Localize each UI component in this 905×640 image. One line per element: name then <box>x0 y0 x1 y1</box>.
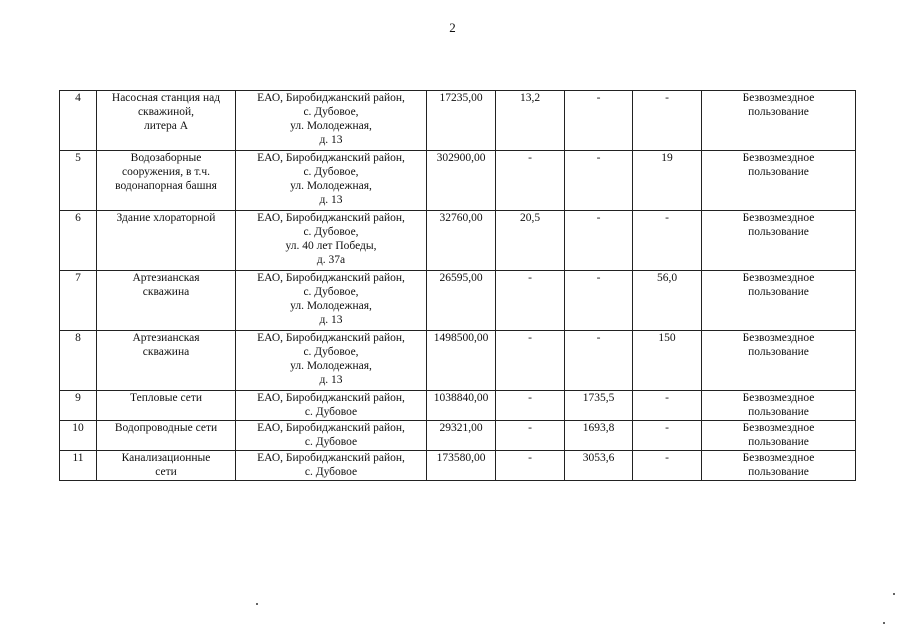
right-cell: Безвозмездное пользование <box>702 331 856 391</box>
right-cell: Безвозмездное пользование <box>702 151 856 211</box>
area-cell: - <box>496 331 565 391</box>
table-row <box>60 211 856 271</box>
depth-cell: 19 <box>633 151 702 211</box>
depth-cell: - <box>633 391 702 421</box>
address-cell: ЕАО, Биробиджанский район, с. Дубовое, ул. Молодежная, д. 13 <box>236 331 427 391</box>
object-name-cell: Артезианская скважина <box>97 271 236 331</box>
depth-cell: - <box>633 421 702 451</box>
right-cell: Безвозмездное пользование <box>702 211 856 271</box>
cost-cell: 26595,00 <box>427 271 496 331</box>
length-cell: - <box>565 91 633 151</box>
depth-cell: 150 <box>633 331 702 391</box>
scan-speck <box>893 593 895 595</box>
right-cell: Безвозмездное пользование <box>702 91 856 151</box>
area-cell: 13,2 <box>496 91 565 151</box>
row-number-cell: 10 <box>60 421 97 451</box>
depth-cell: - <box>633 211 702 271</box>
length-cell: - <box>565 211 633 271</box>
cost-cell: 173580,00 <box>427 451 496 481</box>
area-cell: - <box>496 391 565 421</box>
address-cell: ЕАО, Биробиджанский район, с. Дубовое, ул. Молодежная, д. 13 <box>236 151 427 211</box>
right-cell: Безвозмездное пользование <box>702 271 856 331</box>
length-cell: 3053,6 <box>565 451 633 481</box>
property-table <box>59 90 856 481</box>
length-cell: - <box>565 331 633 391</box>
table-row <box>60 391 856 421</box>
row-number-cell: 11 <box>60 451 97 481</box>
right-cell: Безвозмездное пользование <box>702 421 856 451</box>
address-cell: ЕАО, Биробиджанский район, с. Дубовое, ул. Молодежная, д. 13 <box>236 271 427 331</box>
scan-speck <box>883 622 885 624</box>
object-name-cell: Артезианская скважина <box>97 331 236 391</box>
table-row <box>60 91 856 151</box>
depth-cell: - <box>633 91 702 151</box>
address-cell: ЕАО, Биробиджанский район, с. Дубовое <box>236 391 427 421</box>
row-number-cell: 5 <box>60 151 97 211</box>
object-name-cell: Водопроводные сети <box>97 421 236 451</box>
table-row <box>60 151 856 211</box>
object-name-cell: Здание хлораторной <box>97 211 236 271</box>
address-cell: ЕАО, Биробиджанский район, с. Дубовое <box>236 451 427 481</box>
table-row <box>60 271 856 331</box>
object-name-cell: Водозаборные сооружения, в т.ч. водонапорная башня <box>97 151 236 211</box>
row-number-cell: 7 <box>60 271 97 331</box>
area-cell: 20,5 <box>496 211 565 271</box>
area-cell: - <box>496 151 565 211</box>
cost-cell: 302900,00 <box>427 151 496 211</box>
length-cell: 1693,8 <box>565 421 633 451</box>
right-cell: Безвозмездное пользование <box>702 451 856 481</box>
table-row <box>60 451 856 481</box>
address-cell: ЕАО, Биробиджанский район, с. Дубовое, ул. Молодежная, д. 13 <box>236 91 427 151</box>
object-name-cell: Тепловые сети <box>97 391 236 421</box>
length-cell: - <box>565 151 633 211</box>
cost-cell: 29321,00 <box>427 421 496 451</box>
cost-cell: 1498500,00 <box>427 331 496 391</box>
scan-speck <box>256 603 258 605</box>
length-cell: - <box>565 271 633 331</box>
address-cell: ЕАО, Биробиджанский район, с. Дубовое <box>236 421 427 451</box>
address-cell: ЕАО, Биробиджанский район, с. Дубовое, ул. 40 лет Победы, д. 37а <box>236 211 427 271</box>
row-number-cell: 6 <box>60 211 97 271</box>
length-cell: 1735,5 <box>565 391 633 421</box>
depth-cell: - <box>633 451 702 481</box>
cost-cell: 17235,00 <box>427 91 496 151</box>
cost-cell: 1038840,00 <box>427 391 496 421</box>
table-row <box>60 331 856 391</box>
table-row <box>60 421 856 451</box>
row-number-cell: 9 <box>60 391 97 421</box>
area-cell: - <box>496 421 565 451</box>
object-name-cell: Канализационные сети <box>97 451 236 481</box>
area-cell: - <box>496 271 565 331</box>
area-cell: - <box>496 451 565 481</box>
right-cell: Безвозмездное пользование <box>702 391 856 421</box>
row-number-cell: 8 <box>60 331 97 391</box>
depth-cell: 56,0 <box>633 271 702 331</box>
row-number-cell: 4 <box>60 91 97 151</box>
object-name-cell: Насосная станция над скважиной, литера А <box>97 91 236 151</box>
cost-cell: 32760,00 <box>427 211 496 271</box>
page-number: 2 <box>449 20 456 35</box>
